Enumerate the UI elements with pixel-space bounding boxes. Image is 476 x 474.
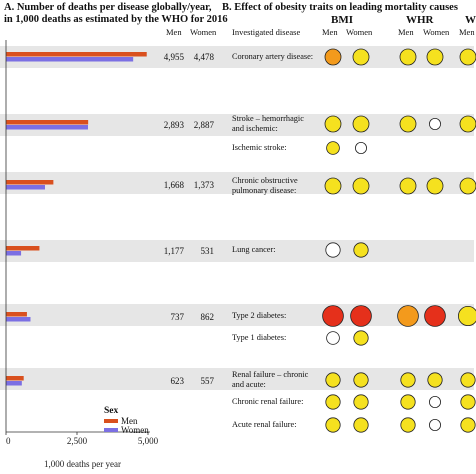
effect-circle-red (323, 306, 344, 327)
disease-label: Lung cancer: (232, 245, 276, 254)
col-header-men: Men (166, 27, 182, 37)
x-axis-label: 1,000 deaths per year (44, 459, 121, 469)
effect-circle-white (429, 118, 440, 129)
effect-circle-yellow (461, 418, 475, 432)
effect-circle-white (429, 419, 440, 430)
effect-circle-yellow (427, 49, 443, 65)
value-women: 557 (200, 376, 214, 386)
trait-header-bmi: BMI (331, 14, 353, 26)
col-header-women: Women (190, 27, 217, 37)
value-men: 1,668 (163, 180, 184, 190)
disease-label: Stroke – hemorrhagic and ischemic: (232, 114, 304, 133)
value-women: 531 (200, 246, 214, 256)
effect-circle-yellow (461, 373, 475, 387)
x-tick-label: 5,000 (137, 436, 159, 446)
effect-circle-red (425, 306, 446, 327)
panel-a-title-line1: A. Number of deaths per disease globally/year, (4, 2, 212, 13)
effect-circle-yellow (354, 243, 368, 257)
effect-circle-yellow (353, 49, 369, 65)
disease-label: Coronary artery disease: (232, 52, 314, 61)
effect-circle-yellow (428, 373, 442, 387)
value-men: 2,893 (163, 120, 184, 130)
effect-circle-yellow (461, 395, 475, 409)
effect-circle-white (355, 142, 366, 153)
value-women: 862 (200, 312, 214, 322)
col-header-investigated: Investigated disease (232, 27, 301, 37)
effect-circle-yellow (327, 142, 340, 155)
effect-circle-yellow (354, 395, 368, 409)
legend (104, 406, 149, 434)
disease-label: Type 2 diabetes: (232, 311, 287, 320)
disease-label: Type 1 diabetes: (232, 333, 287, 342)
col-header-whr-men: Men (398, 27, 414, 37)
effect-circle-yellow (354, 331, 368, 345)
legend-swatch-women (104, 428, 118, 432)
effect-circle-yellow (400, 116, 416, 132)
x-tick-label: 2,500 (66, 436, 88, 446)
disease-label: Ischemic stroke: (232, 143, 287, 152)
col-header-bmi-women: Women (346, 27, 373, 37)
trait-header-w: W (465, 14, 476, 26)
effect-circle-yellow (460, 49, 476, 65)
effect-circle-yellow (326, 418, 340, 432)
effect-circle-yellow (353, 116, 369, 132)
effect-circle-yellow (354, 418, 368, 432)
value-women: 1,373 (193, 180, 214, 190)
effect-circle-yellow (400, 178, 416, 194)
legend-label-men: Men (121, 415, 138, 426)
legend-label-women: Women (121, 424, 149, 435)
effect-circle-white (327, 332, 340, 345)
effect-circle-yellow (354, 373, 368, 387)
value-women: 2,887 (193, 120, 214, 130)
effect-circle-yellow (427, 178, 443, 194)
effect-circle-yellow (401, 418, 415, 432)
col-header-w-men: Men (459, 27, 475, 37)
value-men: 737 (170, 312, 184, 322)
legend-title: Sex (104, 406, 119, 416)
effect-circle-yellow (458, 306, 476, 325)
effect-circle-orange (398, 306, 419, 327)
value-women: 4,478 (193, 52, 214, 62)
effect-circle-yellow (400, 49, 416, 65)
legend-item-women (104, 425, 149, 434)
disease-label: Renal failure – chronic and acute: (232, 370, 309, 389)
effect-circle-red (351, 306, 372, 327)
legend-swatch-men (104, 419, 118, 423)
effect-circle-yellow (401, 373, 415, 387)
effect-circle-yellow (460, 116, 476, 132)
value-men: 623 (170, 376, 184, 386)
col-header-whr-women: Women (423, 27, 450, 37)
value-men: 1,177 (163, 246, 184, 256)
effect-circle-orange (325, 49, 341, 65)
effect-circle-yellow (401, 395, 415, 409)
effect-circle-yellow (325, 116, 341, 132)
x-tick-label: 0 (6, 436, 11, 446)
trait-header-whr: WHR (406, 14, 434, 26)
disease-label: Chronic obstructive pulmonary disease: (232, 176, 298, 195)
col-header-bmi-men: Men (322, 27, 338, 37)
effect-circle-yellow (460, 178, 476, 194)
effect-circle-yellow (325, 178, 341, 194)
disease-label: Chronic renal failure: (232, 397, 304, 406)
effect-circle-yellow (326, 395, 340, 409)
effect-circle-white (429, 396, 440, 407)
effect-circle-yellow (353, 178, 369, 194)
value-men: 4,955 (163, 52, 184, 62)
panel-a-title-line2: in 1,000 deaths as estimated by the WHO for 2016 (4, 14, 228, 25)
effect-circle-white (326, 243, 340, 257)
disease-label: Acute renal failure: (232, 420, 297, 429)
effect-circle-yellow (326, 373, 340, 387)
panel-b-title: B. Effect of obesity traits on leading mortality causes (222, 2, 458, 13)
